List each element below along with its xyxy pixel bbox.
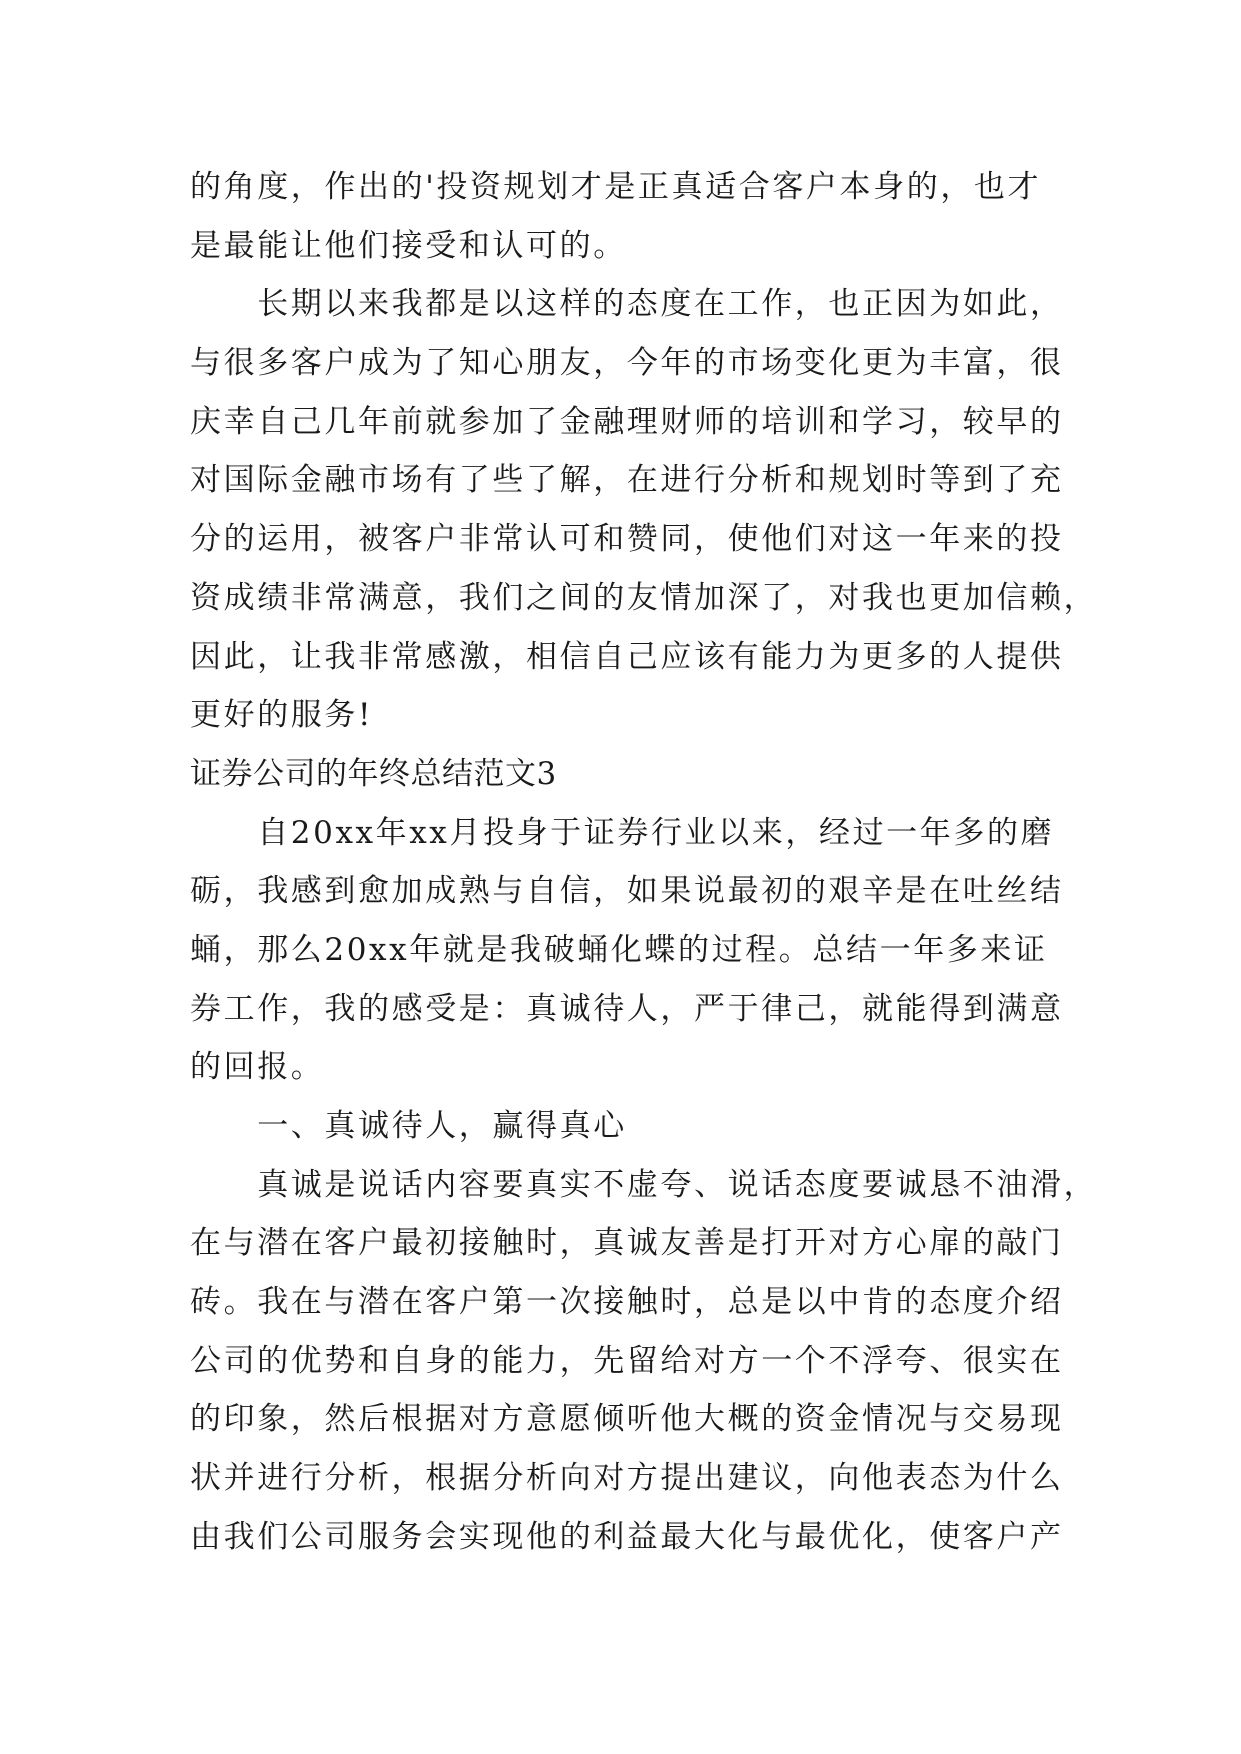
document-body <box>190 158 1098 1567</box>
text-line: 蛹，那么20xx年就是我破蛹化蝶的过程。总结一年多来证 <box>190 931 1048 968</box>
text-line: 是最能让他们接受和认可的。 <box>190 227 627 264</box>
text-line: 因此，让我非常感激，相信自己应该有能力为更多的人提供 <box>190 638 1064 675</box>
text-line: 砖。我在与潜在客户第一次接触时，总是以中肯的态度介绍 <box>190 1284 1064 1321</box>
text-line: 分的运用，被客户非常认可和赞同，使他们对这一年来的投 <box>190 521 1064 558</box>
section-title: 证券公司的年终总结范文3 <box>190 755 557 792</box>
text-line: 资成绩非常满意，我们之间的友情加深了，对我也更加信赖， <box>190 579 1098 616</box>
text-line: 自20xx年xx月投身于证券行业以来，经过一年多的磨 <box>190 814 1055 851</box>
text-line: 与很多客户成为了知心朋友，今年的市场变化更为丰富，很 <box>190 345 1064 382</box>
text-line: 更好的服务! <box>190 697 374 734</box>
text-line: 的回报。 <box>190 1049 325 1086</box>
section-heading <box>190 745 1070 804</box>
subsection-title: 一、真诚待人，赢得真心 <box>190 1108 627 1144</box>
text-line: 券工作，我的感受是：真诚待人，严于律己，就能得到满意 <box>190 990 1064 1027</box>
text-line: 长期以来我都是以这样的态度在工作，也正因为如此， <box>190 286 1064 323</box>
text-line: 庆幸自己几年前就参加了金融理财师的培训和学习，较早的 <box>190 403 1064 440</box>
subsection-heading <box>190 1097 1070 1156</box>
text-line: 由我们公司服务会实现他的利益最大化与最优化，使客户产 <box>190 1518 1064 1555</box>
text-line: 对国际金融市场有了些了解，在进行分析和规划时等到了充 <box>190 462 1064 499</box>
paragraph-intro <box>190 804 1070 1097</box>
text-line: 在与潜在客户最初接触时，真诚友善是打开对方心扉的敲门 <box>190 1225 1064 1262</box>
paragraph-continuation <box>190 158 1070 275</box>
text-line: 的印象，然后根据对方意愿倾听他大概的资金情况与交易现 <box>190 1401 1064 1438</box>
paragraph-long-term-attitude <box>190 275 1098 745</box>
text-line: 真诚是说话内容要真实不虚夸、说话态度要诚恳不油滑， <box>190 1166 1098 1203</box>
text-line: 的角度，作出的'投资规划才是正真适合客户本身的，也才 <box>190 169 1042 205</box>
text-line: 砺，我感到愈加成熟与自信，如果说最初的艰辛是在吐丝结 <box>190 873 1064 910</box>
text-line: 状并进行分析，根据分析向对方提出建议，向他表态为什么 <box>190 1460 1064 1497</box>
paragraph-sincerity <box>190 1156 1098 1567</box>
text-line: 公司的优势和自身的能力，先留给对方一个不浮夸、很实在 <box>190 1342 1064 1379</box>
